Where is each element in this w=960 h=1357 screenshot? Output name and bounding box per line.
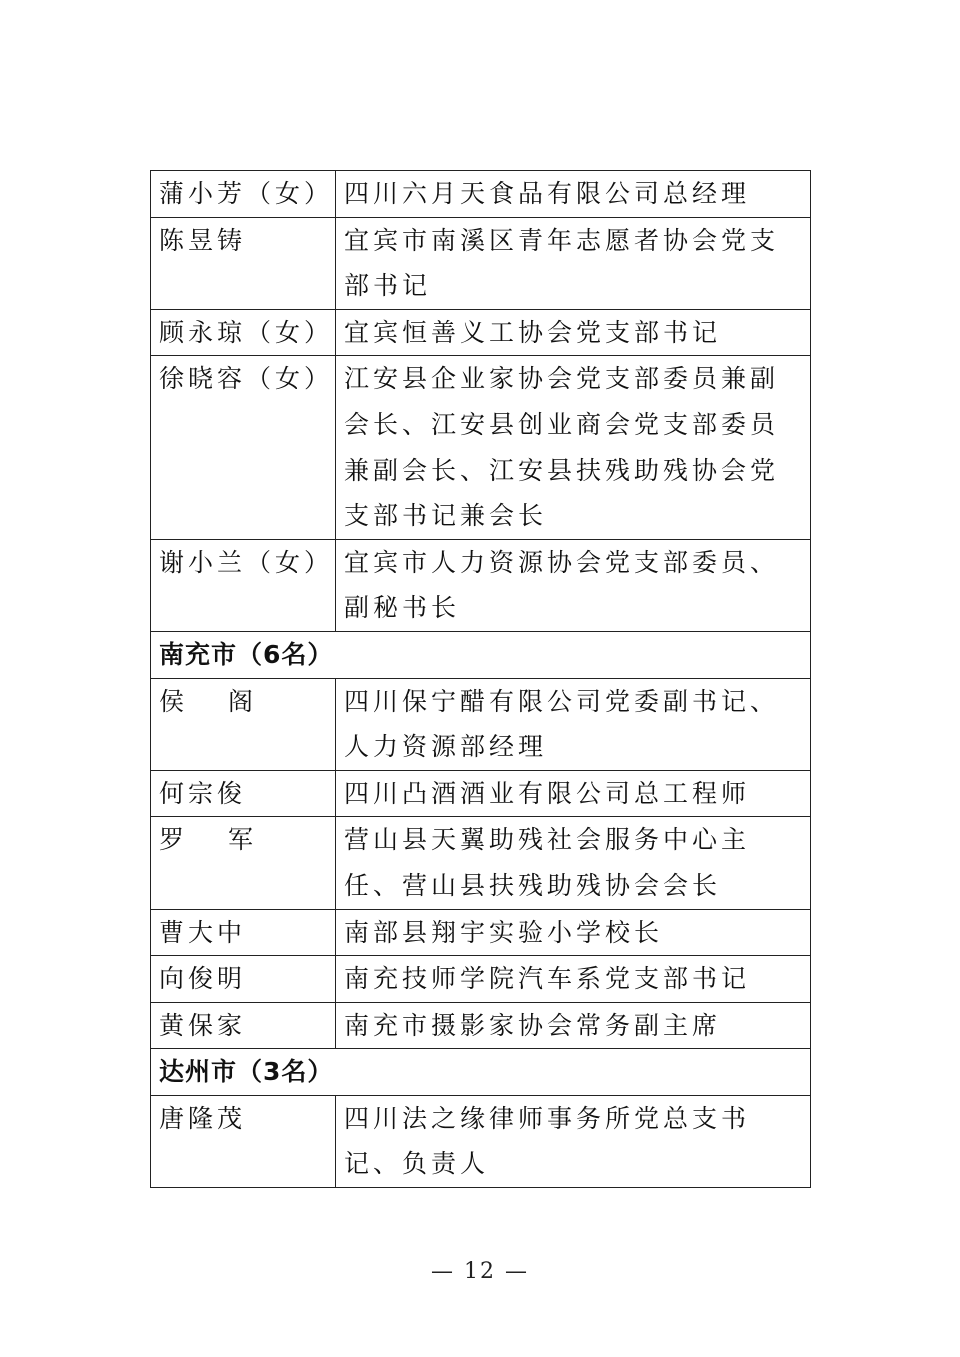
person-name: 顾永琼（女） bbox=[151, 309, 336, 356]
table-row bbox=[151, 356, 811, 539]
name-part: 罗 bbox=[159, 825, 189, 855]
table-row bbox=[151, 956, 811, 1003]
name-part: 军 bbox=[228, 825, 258, 855]
name-part: 阁 bbox=[228, 686, 258, 716]
person-name: 徐晓容（女） bbox=[151, 356, 336, 539]
person-name: 向俊明 bbox=[151, 956, 336, 1003]
table-row bbox=[151, 770, 811, 817]
person-title: 四川法之缘律师事务所党总支书记、负责人 bbox=[336, 1095, 811, 1187]
person-title: 宜宾市人力资源协会党支部委员、副秘书长 bbox=[336, 539, 811, 631]
person-title: 南充市摄影家协会常务副主席 bbox=[336, 1002, 811, 1049]
table-row bbox=[151, 1095, 811, 1187]
table-row bbox=[151, 171, 811, 218]
person-title: 宜宾恒善义工协会党支部书记 bbox=[336, 309, 811, 356]
person-name: 曹大中 bbox=[151, 909, 336, 956]
table-row bbox=[151, 539, 811, 631]
person-title: 南充技师学院汽车系党支部书记 bbox=[336, 956, 811, 1003]
table-row bbox=[151, 909, 811, 956]
person-name: 何宗俊 bbox=[151, 770, 336, 817]
section-header-dazhou: 达州市（3名） bbox=[151, 1049, 811, 1096]
table-row bbox=[151, 817, 811, 909]
person-title: 江安县企业家协会党支部委员兼副会长、江安县创业商会党支部委员兼副会长、江安县扶残助残协会党支部书记兼会长 bbox=[336, 356, 811, 539]
awardee-table bbox=[150, 170, 811, 1188]
section-row bbox=[151, 1049, 811, 1096]
person-title: 四川保宁醋有限公司党委副书记、人力资源部经理 bbox=[336, 678, 811, 770]
person-title: 宜宾市南溪区青年志愿者协会党支部书记 bbox=[336, 217, 811, 309]
section-row bbox=[151, 631, 811, 678]
page-number: — 12 — bbox=[431, 1259, 529, 1284]
person-title: 南部县翔宇实验小学校长 bbox=[336, 909, 811, 956]
person-name: 黄保家 bbox=[151, 1002, 336, 1049]
person-name: 陈昱铸 bbox=[151, 217, 336, 309]
table-row bbox=[151, 217, 811, 309]
name-part: 侯 bbox=[159, 686, 189, 716]
table-row bbox=[151, 678, 811, 770]
section-header-nanchong: 南充市（6名） bbox=[151, 631, 811, 678]
table-row bbox=[151, 309, 811, 356]
person-name bbox=[151, 817, 336, 909]
person-name bbox=[151, 678, 336, 770]
person-name: 蒲小芳（女） bbox=[151, 171, 336, 218]
person-name: 谢小兰（女） bbox=[151, 539, 336, 631]
person-title: 四川凸酒酒业有限公司总工程师 bbox=[336, 770, 811, 817]
person-title: 营山县天翼助残社会服务中心主任、营山县扶残助残协会会长 bbox=[336, 817, 811, 909]
table-row bbox=[151, 1002, 811, 1049]
person-name: 唐隆茂 bbox=[151, 1095, 336, 1187]
person-title: 四川六月天食品有限公司总经理 bbox=[336, 171, 811, 218]
